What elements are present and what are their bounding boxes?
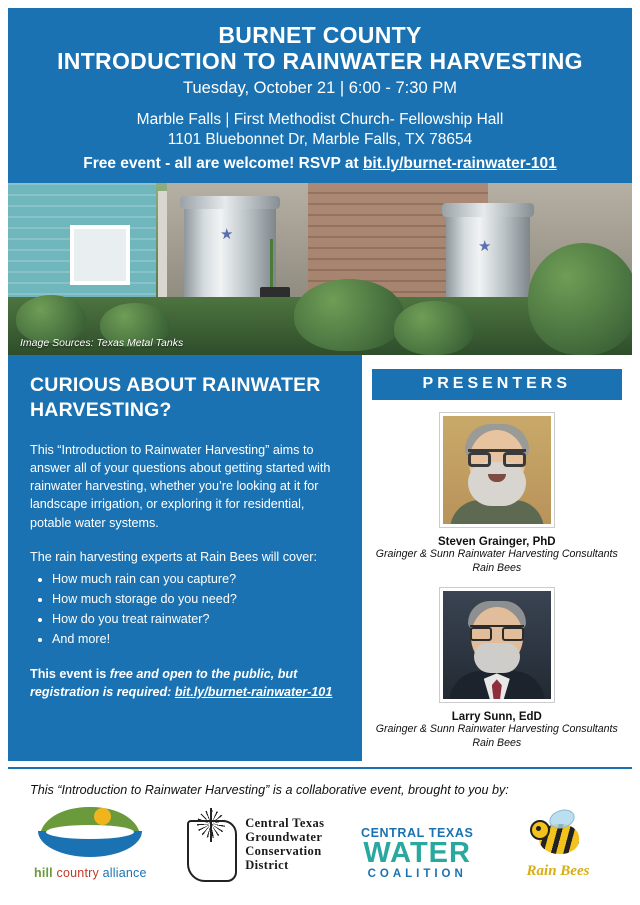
hca-word-3: alliance — [102, 865, 147, 880]
presenter-org: Grainger & Sunn Rainwater Harvesting Consultants — [375, 547, 618, 560]
ctwc-line-2: WATER — [363, 837, 471, 870]
banner-illustration — [8, 183, 632, 355]
photo-banner — [8, 183, 632, 355]
intro-paragraph: This “Introduction to Rainwater Harvesting” aims to answer all of your questions about getting started with rainwater harvesting, whether you’re looking at it for landscape irrigation, or exploring it for residential, potable water systems. — [30, 442, 331, 530]
rain-bees-wordmark: Rain Bees — [526, 862, 590, 879]
avatar-beard — [468, 462, 526, 506]
topics-list — [30, 570, 342, 649]
windmill-icon — [183, 808, 239, 880]
event-header — [8, 8, 632, 183]
ctgcd-line-1: Central Texas — [245, 815, 325, 830]
logo-hill-country-alliance — [34, 805, 147, 880]
list-item: • How much storage do you need? — [52, 590, 342, 609]
presenters-title: PRESENTERS — [372, 369, 622, 400]
event-venue: Marble Falls | First Methodist Church- Fellowship Hall — [136, 110, 504, 128]
glasses-icon — [470, 625, 524, 639]
hill-country-alliance-icon — [34, 805, 146, 861]
collaboration-text: This “Introduction to Rainwater Harvesting” is a collaborative event, brought to you by: — [30, 782, 509, 797]
rsvp-text: Free event - all are welcome! RSVP at — [83, 154, 363, 172]
glasses-icon — [468, 449, 526, 464]
ctgcd-line-2: Groundwater — [245, 829, 323, 844]
tank-star-icon: ★ — [220, 225, 234, 243]
main-content — [8, 355, 632, 761]
list-item: • How do you treat rainwater? — [52, 610, 342, 629]
ctgcd-line-4: District — [245, 857, 289, 872]
presenter-company: Rain Bees — [472, 737, 522, 750]
section-heading: CURIOUS ABOUT RAINWATER HARVESTING? — [30, 373, 321, 422]
ctwc-line-1: CENTRAL TEXAS — [360, 826, 474, 841]
avatar — [440, 588, 554, 702]
banner-window — [70, 225, 130, 285]
registration-note — [30, 665, 342, 702]
list-item: • And more! — [52, 630, 342, 649]
ctgcd-wordmark — [245, 816, 324, 872]
avatar-beard — [474, 643, 520, 673]
hand-shape — [38, 831, 142, 857]
logo-central-texas-groundwater — [183, 808, 324, 880]
bee-icon — [527, 810, 589, 862]
description-panel — [8, 355, 362, 761]
banner-plant-stem — [270, 239, 273, 289]
avatar — [440, 413, 554, 527]
windmill-blades — [197, 810, 225, 838]
registration-note-prefix: This event is — [30, 666, 110, 681]
tank-star-icon: ★ — [478, 237, 492, 255]
presenters-panel — [362, 355, 632, 761]
banner-shrub — [394, 301, 474, 355]
presenter-name: Larry Sunn, EdD — [451, 711, 542, 724]
image-credit: Image Sources: Texas Metal Tanks — [20, 336, 184, 349]
registration-note-italic: free and open to the public, but registration is required: — [30, 666, 298, 699]
rsvp-link-body[interactable]: bit.ly/burnet-rainwater-101 — [174, 684, 333, 699]
banner-shrub — [528, 243, 632, 355]
logo-central-texas-water-coalition — [361, 826, 473, 880]
hca-word-2: country — [56, 865, 99, 880]
event-datetime: Tuesday, October 21 | 6:00 - 7:30 PM — [183, 78, 457, 97]
sponsors-footer — [8, 767, 632, 890]
page-title-line1: BURNET COUNTY — [218, 22, 422, 48]
event-address: 1101 Bluebonnet Dr, Marble Falls, TX 78654 — [167, 130, 473, 148]
page-title-line2: INTRODUCTION TO RAINWATER HARVESTING — [57, 48, 583, 75]
logo-rain-bees — [510, 810, 606, 880]
presenter-company: Rain Bees — [472, 561, 522, 574]
bee-eye — [536, 826, 541, 831]
hill-country-alliance-wordmark — [34, 866, 147, 880]
banner-shrub — [16, 295, 86, 343]
list-intro: The rain harvesting experts at Rain Bees will cover: — [30, 549, 317, 564]
hca-word-1: hill — [34, 865, 53, 880]
rsvp-link-header[interactable]: bit.ly/burnet-rainwater-101 — [362, 154, 557, 172]
banner-porch-post — [158, 191, 167, 311]
sponsor-logos — [30, 805, 610, 880]
presenter-org: Grainger & Sunn Rainwater Harvesting Consultants — [375, 723, 618, 736]
banner-shrub — [294, 279, 404, 351]
rsvp-line — [18, 155, 622, 173]
list-item: • How much rain can you capture? — [52, 570, 342, 589]
ctwc-line-3: COALITION — [367, 867, 467, 880]
presenter-name: Steven Grainger, PhD — [437, 535, 556, 548]
ctgcd-line-3: Conservation — [245, 843, 322, 858]
windmill-tower — [195, 808, 227, 842]
